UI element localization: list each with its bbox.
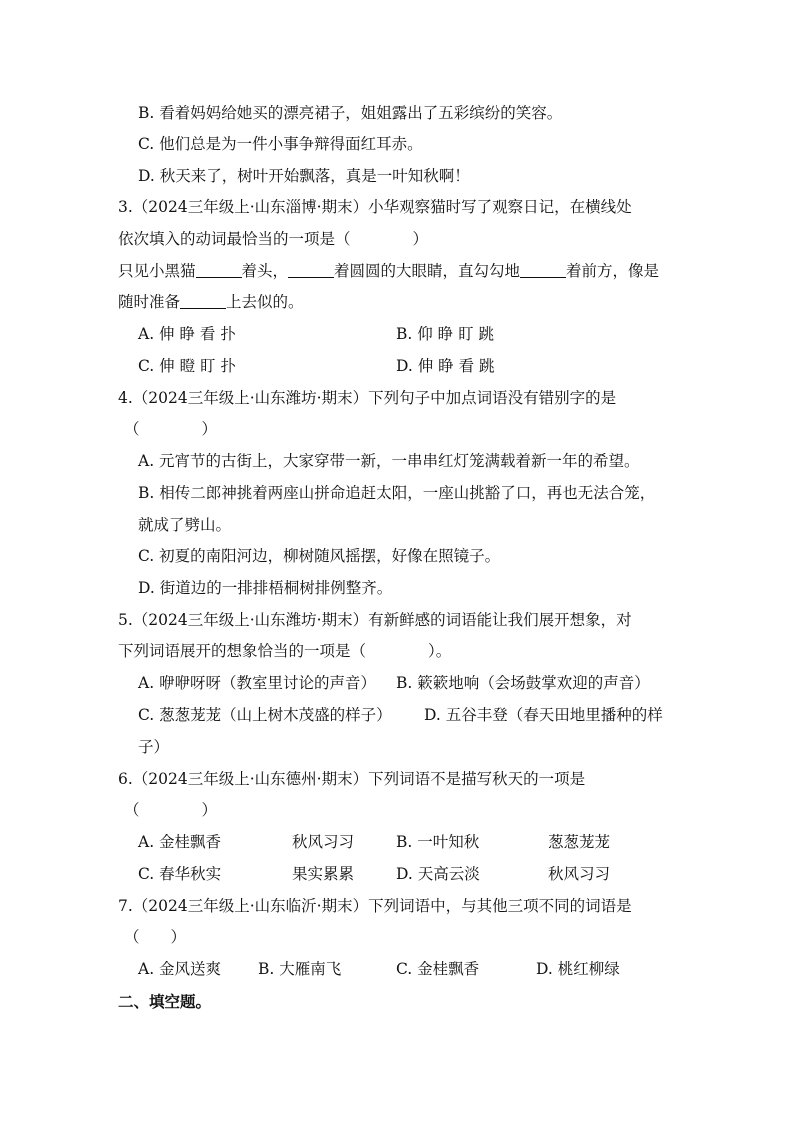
q6-option-a: A. 金桂飘香 — [138, 833, 222, 851]
q3-option-b: B. 仰 睁 盯 跳 — [396, 325, 495, 343]
q6-option-c-word2: 果实累累 — [292, 865, 355, 883]
q3-option-c: C. 伸 瞪 盯 扑 — [138, 357, 236, 375]
q3-option-d: D. 伸 睁 看 跳 — [396, 357, 495, 375]
q4-stem-line1: 4.（2024三年级上·山东潍坊·期末）下列句子中加点词语没有错别字的是 — [118, 389, 617, 407]
q3-passage-part: 上去似的。 — [226, 293, 304, 311]
q3-option-a: A. 伸 睁 看 扑 — [138, 325, 236, 343]
q5-option-b: B. 簌簌地响（会场鼓掌欢迎的声音） — [396, 674, 650, 692]
q4-option-b-line1: B. 相传二郎神挑着两座山拼命追赶太阳，一座山挑豁了口，再也无法合笼， — [138, 484, 656, 502]
q3-passage-part: 着头， — [241, 262, 289, 280]
q6-option-d: D. 天高云淡 — [396, 865, 480, 883]
q3-passage-line2 — [118, 292, 304, 312]
q6-stem-line2: （ ） — [124, 801, 218, 819]
q4-option-b-line2: 就成了劈山。 — [138, 516, 232, 534]
q2-option-c: C. 他们总是为一件小事争辩得面红耳赤。 — [138, 135, 423, 153]
q2-option-b: B. 看着妈妈给她买的漂亮裙子，姐姐露出了五彩缤纷的笑容。 — [138, 104, 563, 122]
q7-stem-line1: 7.（2024三年级上·山东临沂·期末）下列词语中，与其他三项不同的词语是 — [118, 897, 632, 915]
blank-line — [288, 263, 334, 278]
q6-option-c: C. 春华秋实 — [138, 865, 222, 883]
q2-option-d: D. 秋天来了，树叶开始飘落，真是一叶知秋啊！ — [138, 167, 470, 185]
q3-stem-line2: 依次填入的动词最恰当的一项是（ ） — [118, 230, 429, 248]
q4-stem-line2: （ ） — [124, 420, 218, 438]
q6-option-a-word2: 秋风习习 — [292, 833, 355, 851]
q4-option-d: D. 街道边的一排排梧桐树排例整齐。 — [138, 579, 393, 597]
q6-stem-line1: 6.（2024三年级上·山东德州·期末）下列词语不是描写秋天的一项是 — [118, 770, 586, 788]
q7-option-c: C. 金桂飘香 — [396, 960, 480, 978]
q3-passage-part: 随时准备 — [118, 293, 181, 311]
q5-option-c: C. 葱葱茏茏（山上树木茂盛的样子） — [138, 706, 392, 724]
q5-stem-line1: 5.（2024三年级上·山东潍坊·期末）有新鲜感的词语能让我们展开想象，对 — [118, 611, 632, 629]
q3-passage-part: 只见小黑猫 — [118, 262, 196, 280]
blank-line — [196, 263, 242, 278]
q3-passage-part: 着前方，像是 — [566, 262, 660, 280]
q4-option-a: A. 元宵节的古街上，大家穿带一新，一串串红灯笼满载着新一年的希望。 — [138, 452, 640, 470]
q4-option-c: C. 初夏的南阳河边，柳树随风摇摆，好像在照镜子。 — [138, 547, 501, 565]
q7-option-a: A. 金风送爽 — [138, 960, 222, 978]
q7-stem-line2: （ ） — [124, 928, 187, 946]
q5-option-d-line1: D. 五谷丰登（春天田地里播种的样 — [424, 706, 663, 724]
section-heading-fill-blank: 二、填空题。 — [118, 992, 212, 1011]
q6-option-b: B. 一叶知秋 — [396, 833, 480, 851]
q5-option-d-line2: 子） — [138, 738, 170, 756]
q3-passage-part: 着圆圆的大眼睛，直勾勾地 — [334, 262, 521, 280]
q3-passage-line1 — [118, 261, 659, 281]
q5-option-a: A. 咿咿呀呀（教室里讨论的声音） — [138, 674, 377, 692]
q3-stem-line1: 3.（2024三年级上·山东淄博·期末）小华观察猫时写了观察日记，在横线处 — [118, 198, 632, 216]
q5-stem-line2: 下列词语展开的想象恰当的一项是（ ）。 — [118, 642, 452, 660]
blank-line — [520, 263, 566, 278]
q6-option-b-word2: 葱葱茏茏 — [548, 833, 611, 851]
q6-option-d-word2: 秋风习习 — [548, 865, 611, 883]
q7-option-b: B. 大雁南飞 — [258, 960, 342, 978]
q7-option-d: D. 桃红柳绿 — [536, 960, 620, 978]
blank-line — [180, 294, 226, 309]
